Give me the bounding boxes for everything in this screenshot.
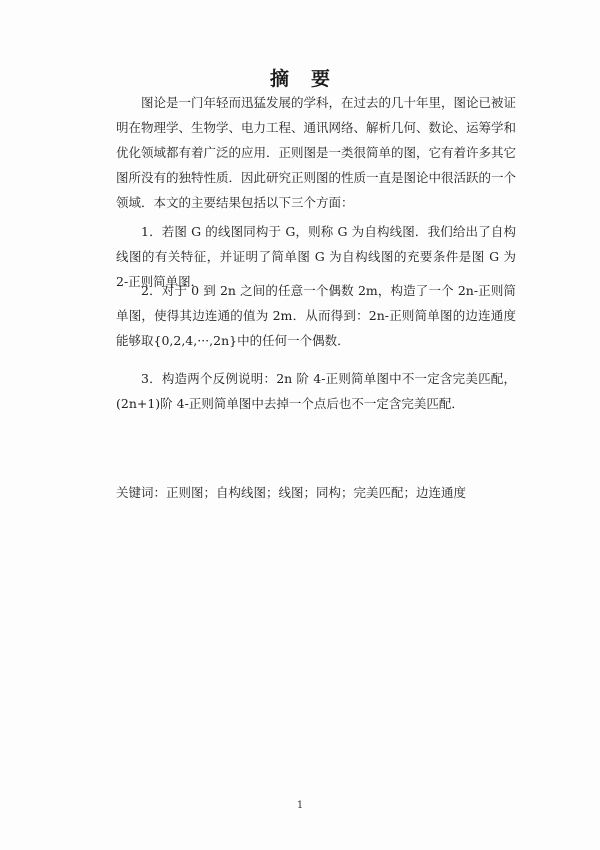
keywords-line xyxy=(116,482,536,504)
result-item-3: 3．构造两个反例说明：2n 阶 4-正则简单图中不一定含完美匹配，(2n+1)阶 4-正则简单图中去掉一个点后也不一定含完美匹配． xyxy=(116,371,516,411)
abstract-intro-paragraph: 图论是一门年轻而迅猛发展的学科，在过去的几十年里，图论已被证明在物理学、生物学、电力工程、通讯网络、解析几何、数论、运筹学和优化领域都有着广泛的应用．正则图是一类很简单的图，它有着许多其它图所没有的独特性质．因此研究正则图的性质一直是图论中很活跃的一个领域．本文的主要结果包括以下三个方面： xyxy=(116,95,517,210)
keywords-label: 关键词： xyxy=(116,485,167,500)
result-item-2: 2．对于 0 到 2n 之间的任意一个偶数 2m，构造了一个 2n-正则简单图，使得其边连通的值为 2m．从而得到：2n-正则简单图的边连通度能够取{0,2,4,···,2n}中的任何一个偶数． xyxy=(116,283,516,348)
page-title: 摘要 xyxy=(269,68,352,90)
keywords-text: 正则图；自构线图；线图；同构；完美匹配；边连通度 xyxy=(166,485,467,500)
result-item-1: 1．若图 G 的线图同构于 G，则称 G 为自构线图．我们给出了自构线图的有关特征，并证明了简单图 G 为自构线图的充要条件是图 G 为 2-正则简单图． xyxy=(116,224,516,289)
page-number: 1 xyxy=(296,800,304,811)
